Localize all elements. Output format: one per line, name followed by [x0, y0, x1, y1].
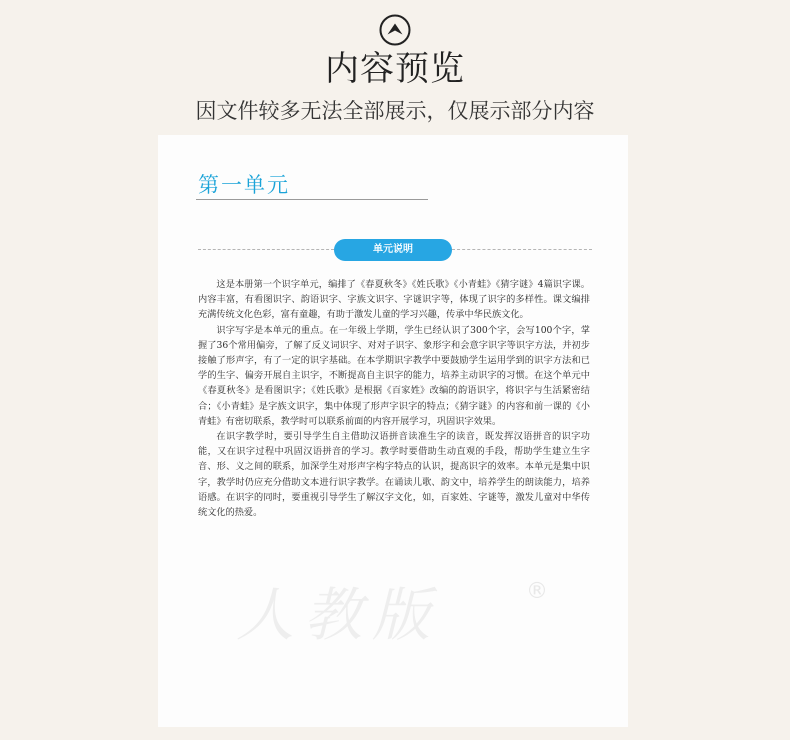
paragraph-1: 这是本册第一个识字单元，编排了《春夏秋冬》《姓氏歌》《小青蛙》《猜字谜》4篇识字课。内容丰富，有看图识字、韵语识字、字族文识字、字谜识字等，体现了识字的多样性。课文编排充满传统文化色彩，富有童趣，有助于激发儿童的学习兴趣，传承中华民族文化。: [198, 279, 590, 321]
body-text: [198, 277, 590, 520]
unit-title: 第一单元: [198, 173, 290, 197]
watermark-text: 人教版: [236, 581, 441, 649]
preview-header: [0, 0, 790, 135]
document-preview-page: [158, 135, 628, 727]
chevron-up-circle-icon[interactable]: [379, 14, 411, 46]
unit-title-underline: [196, 199, 428, 200]
paragraph-3: 在识字教学时，要引导学生自主借助汉语拼音读准生字的读音，既发挥汉语拼音的识字功能，又在识字过程中巩固汉语拼音的学习。教学时要借助生动直观的手段，帮助学生建立生字音、形、义之间的联系，加深学生对形声字构字特点的认识，提高识字的效率。本单元是集中识字，教学时仍应充分借助文本进行识字教学。在诵读儿歌、韵文中，培养学生的朗读能力，培养语感。在识字的同时，要重视引导学生了解汉字文化，如，百家姓、字谜等，激发儿童对中华传统文化的热爱。: [198, 431, 590, 519]
publisher-watermark: [236, 575, 556, 665]
section-divider-left: [198, 249, 334, 250]
section-divider-right: [452, 249, 592, 250]
page-subtitle: 因文件较多无法全部展示，仅展示部分内容: [195, 99, 595, 123]
paragraph-2: 识字写字是本单元的重点。在一年级上学期，学生已经认识了300个字，会写100个字，掌握了36个常用偏旁，了解了反义词识字、对对子识字、象形字和会意字识字等识字方法，并初步接触了形声字，有了一定的识字基础。在本学期识字教学中要鼓励学生运用学到的识字方法和已学的生字、偏旁开展自主识字，不断提高自主识字的能力，培养主动识字的习惯。在这个单元中《春夏秋冬》是看图识字；《姓氏歌》是根据《百家姓》改编的韵语识字，将识字与生活紧密结合；《小青蛙》是字族文识字，集中体现了形声字识字的特点；《猜字谜》的内容和前一课的《小青蛙》有密切联系，教学时可以联系前面的内容开展学习，巩固识字效果。: [198, 324, 590, 427]
page-title: 内容预览: [325, 49, 465, 89]
registered-mark: ®: [526, 579, 548, 604]
section-label-badge: 单元说明: [334, 239, 452, 261]
